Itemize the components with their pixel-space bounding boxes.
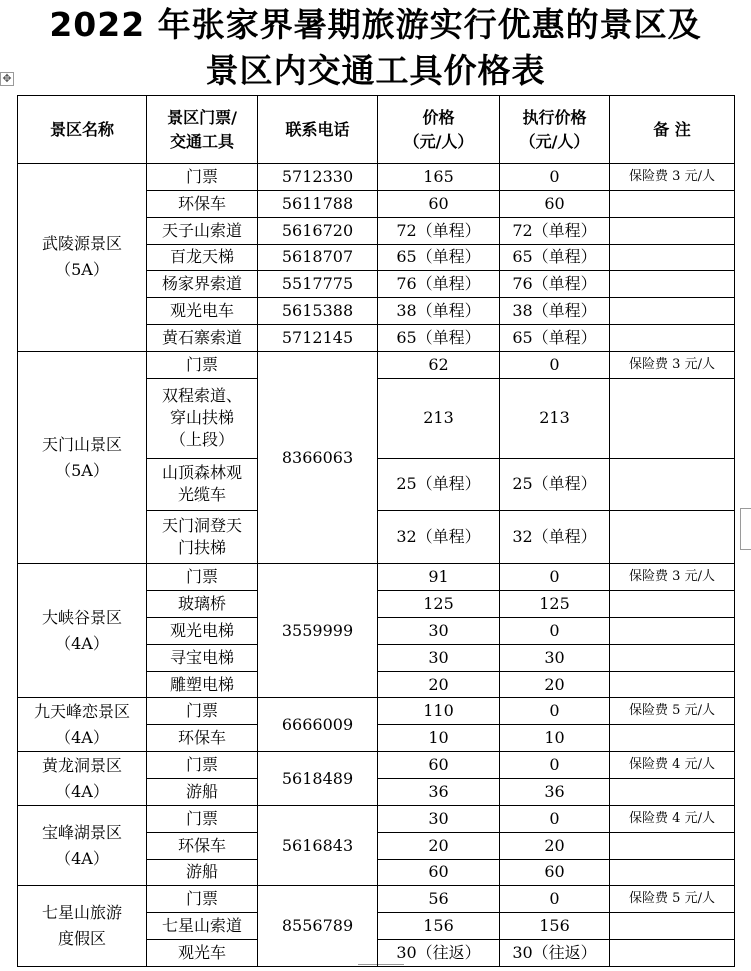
item-cell: 门票 bbox=[147, 752, 258, 779]
note-cell bbox=[610, 644, 735, 671]
scenic-tianmenshan: 天门山景区 （5A） bbox=[18, 351, 147, 563]
note-cell: 保险费 4 元/人 bbox=[610, 752, 735, 779]
phone-cell: 8366063 bbox=[258, 351, 378, 563]
exec-price-cell: 0 bbox=[500, 164, 610, 191]
price-cell: 156 bbox=[378, 913, 500, 940]
table-row bbox=[18, 886, 735, 913]
note-cell bbox=[610, 859, 735, 886]
note-cell bbox=[610, 458, 735, 511]
price-cell: 213 bbox=[378, 378, 500, 458]
note-cell bbox=[610, 190, 735, 217]
item-cell: 门票 bbox=[147, 564, 258, 591]
table-row bbox=[18, 805, 735, 832]
header-note: 备 注 bbox=[610, 96, 735, 164]
note-cell bbox=[610, 298, 735, 325]
exec-price-cell: 0 bbox=[500, 351, 610, 378]
price-cell: 125 bbox=[378, 591, 500, 618]
note-cell bbox=[610, 617, 735, 644]
table-row bbox=[18, 164, 735, 191]
note-cell bbox=[610, 217, 735, 244]
header-price: 价格 （元/人） bbox=[378, 96, 500, 164]
price-cell: 30 bbox=[378, 805, 500, 832]
table-row bbox=[18, 752, 735, 779]
price-cell: 20 bbox=[378, 671, 500, 698]
phone-cell: 5611788 bbox=[258, 190, 378, 217]
exec-price-cell: 0 bbox=[500, 886, 610, 913]
exec-price-cell: 76（单程） bbox=[500, 271, 610, 298]
note-cell: 保险费 3 元/人 bbox=[610, 351, 735, 378]
exec-price-cell: 156 bbox=[500, 913, 610, 940]
note-cell bbox=[610, 325, 735, 352]
item-cell: 黄石寨索道 bbox=[147, 325, 258, 352]
exec-price-cell: 10 bbox=[500, 725, 610, 752]
note-cell bbox=[610, 244, 735, 271]
note-cell: 保险费 3 元/人 bbox=[610, 164, 735, 191]
exec-price-cell: 32（单程） bbox=[500, 511, 610, 564]
item-cell: 观光电梯 bbox=[147, 617, 258, 644]
exec-price-cell: 0 bbox=[500, 805, 610, 832]
exec-price-cell: 213 bbox=[500, 378, 610, 458]
price-cell: 76（单程） bbox=[378, 271, 500, 298]
item-cell: 百龙天梯 bbox=[147, 244, 258, 271]
exec-price-cell: 60 bbox=[500, 859, 610, 886]
note-cell: 保险费 3 元/人 bbox=[610, 564, 735, 591]
scenic-jiutian: 九天峰恋景区 （4A） bbox=[18, 698, 147, 752]
price-cell: 30 bbox=[378, 644, 500, 671]
price-table bbox=[17, 95, 735, 967]
exec-price-cell: 125 bbox=[500, 591, 610, 618]
table-resize-handle[interactable] bbox=[740, 508, 751, 550]
item-cell: 寻宝电梯 bbox=[147, 644, 258, 671]
price-cell: 25（单程） bbox=[378, 458, 500, 511]
header-exec-price: 执行价格 （元/人） bbox=[500, 96, 610, 164]
title-line-1: 2022 年张家界暑期旅游实行优惠的景区及 bbox=[49, 5, 702, 44]
price-cell: 20 bbox=[378, 832, 500, 859]
price-cell: 65（单程） bbox=[378, 325, 500, 352]
table-move-handle-icon[interactable]: ✥ bbox=[0, 72, 14, 86]
table-row bbox=[18, 564, 735, 591]
item-cell: 门票 bbox=[147, 698, 258, 725]
price-cell: 36 bbox=[378, 779, 500, 806]
price-cell: 32（单程） bbox=[378, 511, 500, 564]
note-cell bbox=[610, 591, 735, 618]
phone-cell: 5517775 bbox=[258, 271, 378, 298]
item-cell: 环保车 bbox=[147, 725, 258, 752]
exec-price-cell: 72（单程） bbox=[500, 217, 610, 244]
price-cell: 165 bbox=[378, 164, 500, 191]
item-cell: 观光电车 bbox=[147, 298, 258, 325]
exec-price-cell: 30 bbox=[500, 644, 610, 671]
header-phone: 联系电话 bbox=[258, 96, 378, 164]
phone-cell: 5615388 bbox=[258, 298, 378, 325]
exec-price-cell: 60 bbox=[500, 190, 610, 217]
price-cell: 72（单程） bbox=[378, 217, 500, 244]
note-cell bbox=[610, 725, 735, 752]
note-cell bbox=[610, 940, 735, 967]
item-cell: 七星山索道 bbox=[147, 913, 258, 940]
price-cell: 62 bbox=[378, 351, 500, 378]
price-cell: 30（往返） bbox=[378, 940, 500, 967]
item-cell: 环保车 bbox=[147, 832, 258, 859]
header-row bbox=[18, 96, 735, 164]
scenic-wulingyuan: 武陵源景区 （5A） bbox=[18, 164, 147, 352]
exec-price-cell: 0 bbox=[500, 564, 610, 591]
price-cell: 56 bbox=[378, 886, 500, 913]
exec-price-cell: 0 bbox=[500, 617, 610, 644]
note-cell: 保险费 5 元/人 bbox=[610, 698, 735, 725]
header-scenic: 景区名称 bbox=[18, 96, 147, 164]
item-cell: 游船 bbox=[147, 779, 258, 806]
scenic-daxiagu: 大峡谷景区 （4A） bbox=[18, 564, 147, 698]
note-cell bbox=[610, 671, 735, 698]
price-cell: 10 bbox=[378, 725, 500, 752]
item-cell: 天子山索道 bbox=[147, 217, 258, 244]
scenic-qixingshan: 七星山旅游 度假区 bbox=[18, 886, 147, 967]
exec-price-cell: 0 bbox=[500, 698, 610, 725]
phone-cell: 6666009 bbox=[258, 698, 378, 752]
exec-price-cell: 36 bbox=[500, 779, 610, 806]
note-cell bbox=[610, 271, 735, 298]
price-cell: 60 bbox=[378, 752, 500, 779]
header-item: 景区门票/ 交通工具 bbox=[147, 96, 258, 164]
phone-cell: 5616720 bbox=[258, 217, 378, 244]
exec-price-cell: 65（单程） bbox=[500, 325, 610, 352]
item-cell: 门票 bbox=[147, 351, 258, 378]
item-cell: 门票 bbox=[147, 164, 258, 191]
scenic-huanglongdong: 黄龙洞景区 （4A） bbox=[18, 752, 147, 806]
note-cell bbox=[610, 913, 735, 940]
page-title bbox=[0, 2, 751, 94]
title-line-2: 景区内交通工具价格表 bbox=[205, 51, 546, 90]
phone-cell: 5712145 bbox=[258, 325, 378, 352]
note-cell bbox=[610, 511, 735, 564]
item-cell: 观光车 bbox=[147, 940, 258, 967]
phone-cell: 5712330 bbox=[258, 164, 378, 191]
note-cell: 保险费 4 元/人 bbox=[610, 805, 735, 832]
exec-price-cell: 25（单程） bbox=[500, 458, 610, 511]
price-cell: 110 bbox=[378, 698, 500, 725]
phone-cell: 8556789 bbox=[258, 886, 378, 967]
price-cell: 38（单程） bbox=[378, 298, 500, 325]
item-cell: 杨家界索道 bbox=[147, 271, 258, 298]
item-cell: 游船 bbox=[147, 859, 258, 886]
exec-price-cell: 65（单程） bbox=[500, 244, 610, 271]
note-cell bbox=[610, 779, 735, 806]
note-cell: 保险费 5 元/人 bbox=[610, 886, 735, 913]
item-cell: 门票 bbox=[147, 886, 258, 913]
exec-price-cell: 38（单程） bbox=[500, 298, 610, 325]
phone-cell: 3559999 bbox=[258, 564, 378, 698]
item-cell: 玻璃桥 bbox=[147, 591, 258, 618]
price-cell: 60 bbox=[378, 190, 500, 217]
scenic-baofenghu: 宝峰湖景区 （4A） bbox=[18, 805, 147, 886]
phone-cell: 5618707 bbox=[258, 244, 378, 271]
table-row bbox=[18, 698, 735, 725]
item-cell: 雕塑电梯 bbox=[147, 671, 258, 698]
price-cell: 30 bbox=[378, 617, 500, 644]
phone-cell: 5618489 bbox=[258, 752, 378, 806]
price-cell: 91 bbox=[378, 564, 500, 591]
exec-price-cell: 20 bbox=[500, 832, 610, 859]
note-cell bbox=[610, 378, 735, 458]
item-cell: 天门洞登天 门扶梯 bbox=[147, 511, 258, 564]
item-cell: 双程索道、 穿山扶梯 （上段） bbox=[147, 378, 258, 458]
item-cell: 门票 bbox=[147, 805, 258, 832]
exec-price-cell: 20 bbox=[500, 671, 610, 698]
exec-price-cell: 0 bbox=[500, 752, 610, 779]
price-cell: 65（单程） bbox=[378, 244, 500, 271]
phone-cell: 5616843 bbox=[258, 805, 378, 886]
item-cell: 山顶森林观 光缆车 bbox=[147, 458, 258, 511]
price-cell: 60 bbox=[378, 859, 500, 886]
exec-price-cell: 30（往返） bbox=[500, 940, 610, 967]
note-cell bbox=[610, 832, 735, 859]
table-row bbox=[18, 351, 735, 378]
item-cell: 环保车 bbox=[147, 190, 258, 217]
